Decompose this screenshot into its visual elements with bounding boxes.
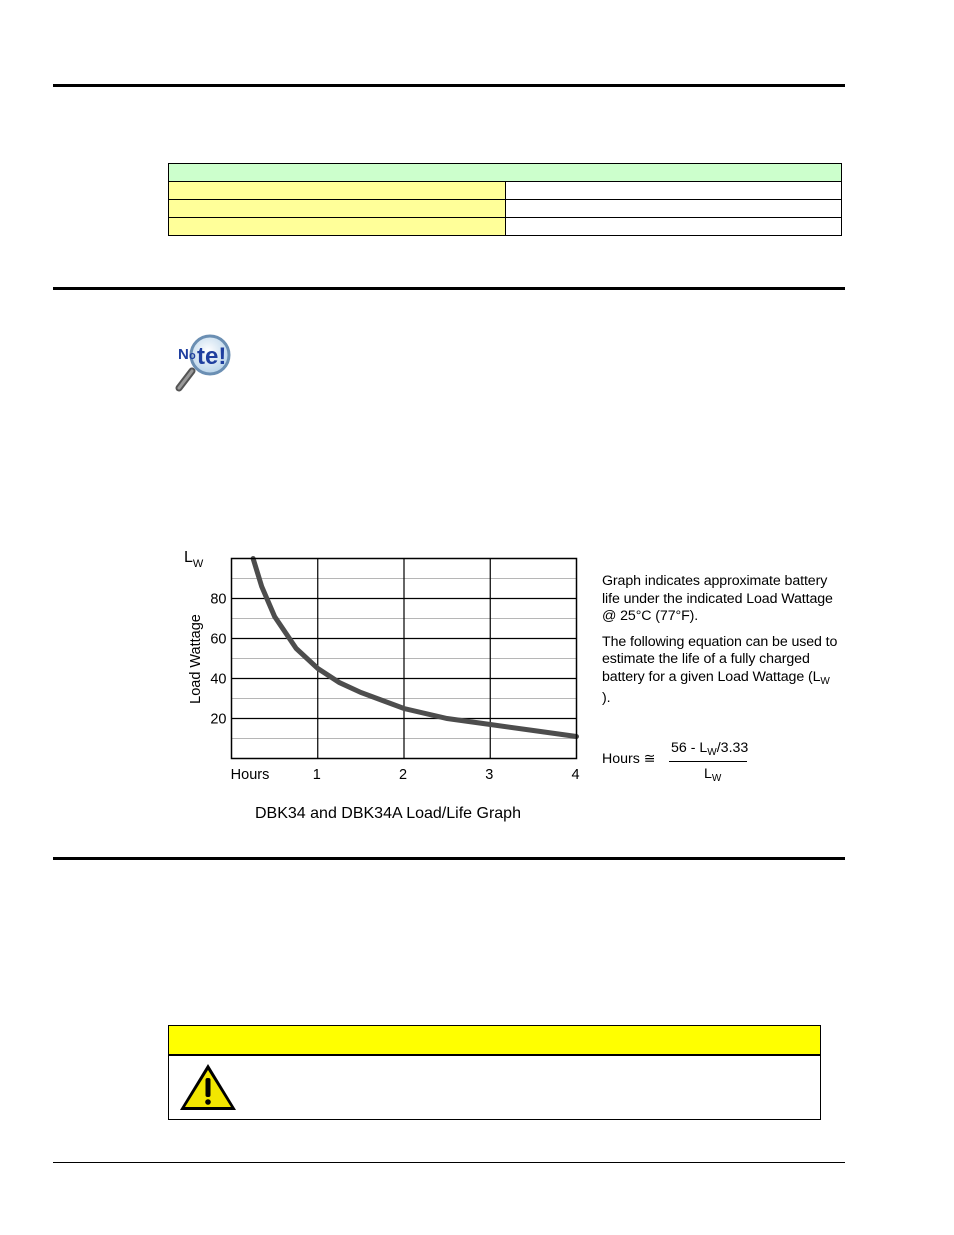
y-axis-label: Load Wattage bbox=[188, 614, 204, 704]
battery-life-curve bbox=[253, 559, 576, 737]
formula-fraction-bar bbox=[669, 761, 747, 762]
x-tick-label: 3 bbox=[485, 767, 494, 783]
y-tick-labels bbox=[210, 592, 226, 728]
note-magnifier-icon bbox=[172, 334, 238, 396]
table-value-cell bbox=[505, 200, 842, 218]
x-tick-label: 2 bbox=[398, 767, 408, 783]
x-tick-label: 4 bbox=[571, 767, 580, 783]
section-rule-middle bbox=[53, 287, 845, 290]
table-row bbox=[169, 218, 842, 236]
table-row bbox=[169, 200, 842, 218]
table-row bbox=[169, 182, 842, 200]
svg-text:N: N bbox=[178, 346, 189, 363]
warning-header bbox=[169, 1026, 820, 1056]
section-rule-lower bbox=[53, 857, 845, 860]
table-header-cell bbox=[169, 164, 842, 182]
formula-numerator: $56 - L_W/3.33$ bbox=[671, 740, 749, 758]
spec-table bbox=[168, 163, 842, 236]
svg-text:te!: te! bbox=[197, 343, 227, 370]
section-rule-top bbox=[53, 84, 845, 87]
x-axis-label: Hours bbox=[230, 767, 270, 783]
table-label-cell bbox=[169, 218, 506, 236]
y-axis-symbol: $L_W$ bbox=[184, 549, 204, 570]
y-tick-label: 80 bbox=[210, 591, 227, 608]
x-tick-label: 1 bbox=[312, 767, 321, 783]
svg-text:o: o bbox=[189, 350, 196, 362]
formula-denominator: $L_W$ bbox=[704, 766, 722, 784]
graph-caption: DBK34 and DBK34A Load/Life Graph bbox=[255, 805, 521, 822]
graph-description-line2: The following equation can be used to estimate the life of a fully charged battery for a given Load Wattage ($L_W$ ). bbox=[602, 633, 838, 706]
y-tick-label: 60 bbox=[210, 631, 227, 648]
y-tick-label: 40 bbox=[210, 671, 227, 688]
battery-life-formula bbox=[602, 740, 772, 790]
table-label-cell bbox=[169, 182, 506, 200]
x-tick-labels bbox=[313, 767, 580, 783]
graph-description bbox=[602, 573, 842, 716]
warning-box bbox=[168, 1025, 821, 1120]
load-life-graph bbox=[160, 535, 590, 795]
table-header-row bbox=[169, 164, 842, 182]
formula-lhs: Hours ≅ bbox=[602, 751, 656, 767]
table-value-cell bbox=[505, 182, 842, 200]
table-value-cell bbox=[505, 218, 842, 236]
graph-description-line1: Graph indicates approximate battery life under the indicated Load Wattage @ 25°C (77°F). bbox=[602, 573, 833, 624]
warning-triangle-icon bbox=[178, 1062, 238, 1112]
table-label-cell bbox=[169, 200, 506, 218]
y-tick-label: 20 bbox=[210, 711, 227, 728]
footer-rule bbox=[53, 1162, 845, 1163]
